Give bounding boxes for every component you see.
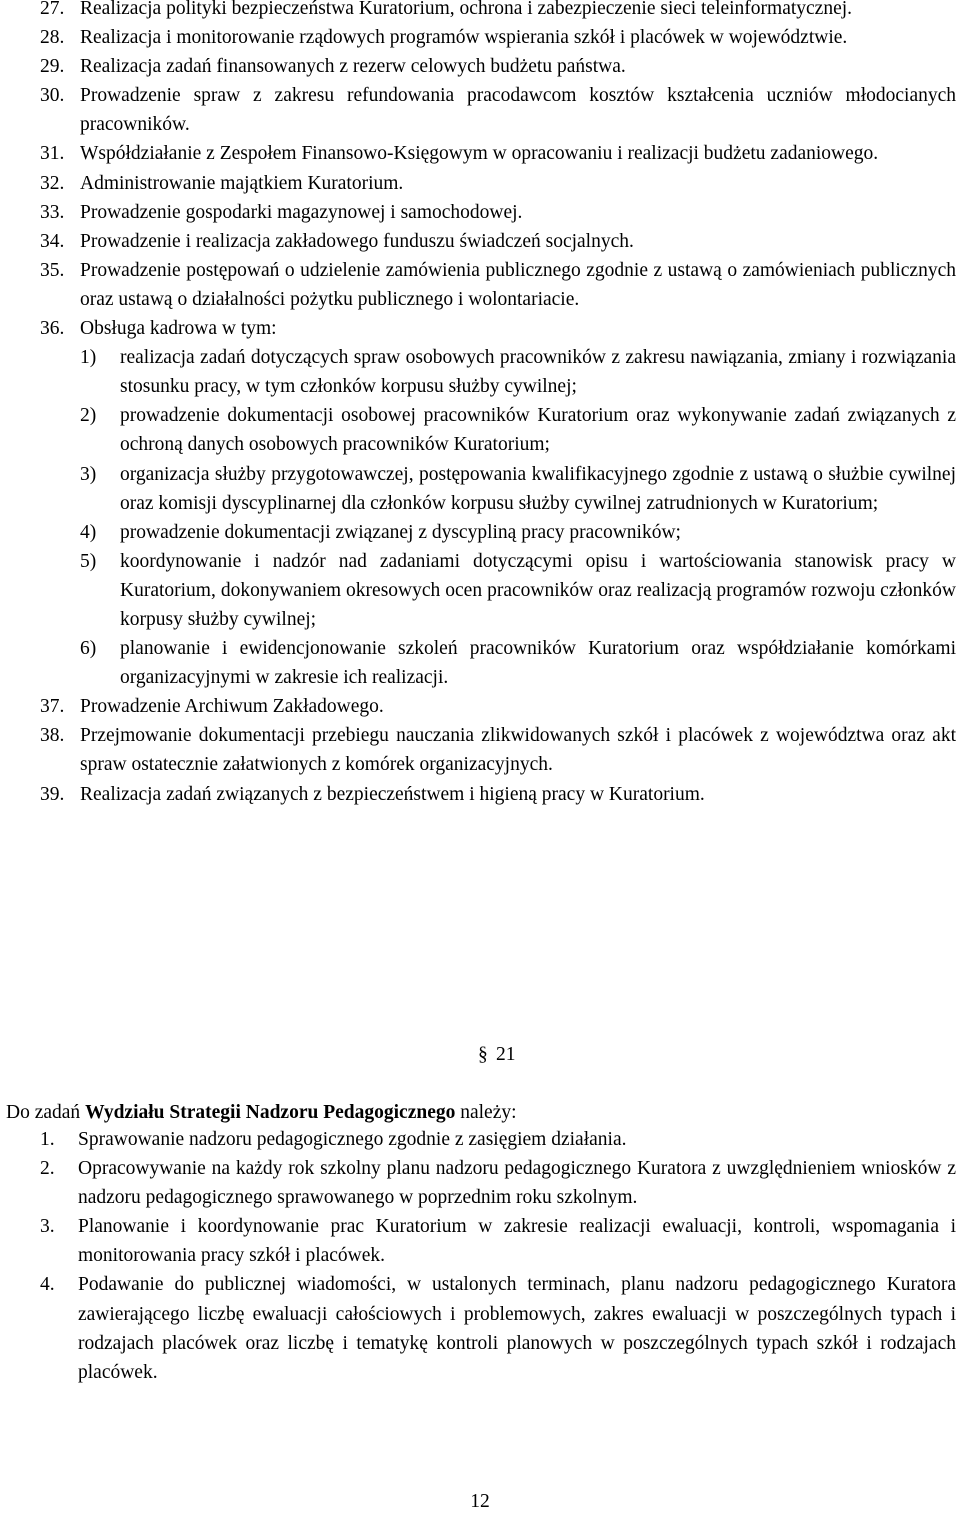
item-text: Administrowanie majątkiem Kuratorium. [80, 172, 404, 194]
task-list-part1 [40, 0, 956, 809]
section-intro [6, 1098, 956, 1127]
list-item [40, 81, 956, 139]
sub-item-text: planowanie i ewidencjonowanie szkoleń pracowników Kuratorium oraz współdziałanie komórkami organizacyjnymi w zakresie ich realizacji. [120, 638, 956, 689]
item-text: Obsługa kadrowa w tym: [80, 318, 277, 340]
list-item [40, 1212, 956, 1270]
item-text: Przejmowanie dokumentacji przebiegu nauczania zlikwidowanych szkół i placówek z województwa oraz akt spraw ostatecznie załatwionych z komórek organizacyjnych. [80, 725, 956, 776]
sub-item-text: prowadzenie dokumentacji związanej z dyscypliną pracy pracowników; [120, 521, 681, 543]
page-number: 12 [470, 1491, 490, 1512]
item-number: 28. [40, 27, 65, 49]
task-list-part2 [40, 1125, 956, 1387]
item-number: 33. [40, 201, 65, 223]
item-text: Realizacja i monitorowanie rządowych programów wspierania szkół i placówek w województwie. [80, 27, 848, 49]
sub-list-item [80, 634, 956, 692]
sub-list-item [80, 460, 956, 518]
item-text: Prowadzenie spraw z zakresu refundowania pracodawcom kosztów kształcenia uczniów młodocianych pracowników. [80, 85, 956, 136]
list-item [40, 314, 956, 343]
list-item [40, 692, 956, 721]
list-item [40, 256, 956, 314]
list-item [40, 52, 956, 81]
item-text: Prowadzenie i realizacja zakładowego funduszu świadczeń socjalnych. [80, 230, 634, 252]
item-number: 2. [40, 1158, 55, 1180]
item-text: Realizacja zadań związanych z bezpieczeństwem i higieną pracy w Kuratorium. [80, 783, 705, 805]
item-text: Opracowywanie na każdy rok szkolny planu nadzoru pedagogicznego Kuratora z uwzględnieniem wniosków z nadzoru pedagogicznego sprawowanego w poprzednim roku szkolnym. [78, 1158, 956, 1209]
item-text: Prowadzenie postępowań o udzielenie zamówienia publicznego zgodnie z ustawą o zamówieniach publicznych oraz ustawą o działalności pożytku publicznego i wolontariacie. [80, 259, 956, 310]
sub-item-number: 5) [80, 550, 97, 572]
list-item [40, 198, 956, 227]
list-item [40, 23, 956, 52]
sub-item-text: koordynowanie i nadzór nad zadaniami dotyczącymi opisu i wartościowania stanowisk pracy w Kuratorium, dokonywaniem okresowych ocen pracowników oraz realizacją programów rozwoju członków korpusy służby cywilnej; [120, 550, 956, 630]
item-text: Prowadzenie gospodarki magazynowej i samochodowej. [80, 201, 523, 223]
item-number: 29. [40, 56, 65, 78]
item-number: 31. [40, 143, 65, 165]
item-number: 35. [40, 259, 65, 281]
list-item [40, 721, 956, 779]
sub-list-item [80, 547, 956, 634]
item-number: 3. [40, 1216, 55, 1238]
list-item [40, 0, 956, 23]
section-heading [478, 1040, 538, 1069]
section-symbol: § [478, 1044, 488, 1065]
sub-item-text: organizacja służby przygotowawczej, postępowania kwalifikacyjnego zgodnie z ustawą o służbie cywilnej oraz komisji dyscyplinarnej dla członków korpusu służby cywilnej zatrudnionych w Kuratorium; [120, 463, 956, 514]
item-number: 1. [40, 1129, 55, 1150]
sub-item-number: 4) [80, 521, 97, 543]
list-item [40, 227, 956, 256]
item-number: 39. [40, 783, 65, 805]
item-text: Sprawowanie nadzoru pedagogicznego zgodnie z zasięgiem działania. [78, 1129, 627, 1150]
sub-item-number: 3) [80, 463, 97, 485]
list-item [40, 169, 956, 198]
item-text: Prowadzenie Archiwum Zakładowego. [80, 696, 384, 718]
intro-before: Do zadań [6, 1102, 86, 1123]
item-text: Podawanie do publicznej wiadomości, w ustalonych terminach, planu nadzoru pedagogicznego Kuratora zawierającego liczbę ewaluacji całościowych i problemowych, zakres ewaluacji w poszczególnych typach i rodzajach placówek oraz liczbę i tematykę kontroli planowych w poszczególnych typach szkół i rodzajach placówek. [78, 1274, 956, 1383]
item-text: Realizacja zadań finansowanych z rezerw celowych budżetu państwa. [80, 56, 626, 78]
list-item [40, 1125, 956, 1154]
sub-item-number: 6) [80, 638, 97, 660]
sub-item-number: 2) [80, 405, 97, 427]
item-text: Planowanie i koordynowanie prac Kuratorium w zakresie realizacji ewaluacji, kontroli, wspomagania i monitorowania pracy szkół i placówek. [78, 1216, 956, 1267]
item-number: 36. [40, 318, 65, 340]
list-item [40, 139, 956, 168]
list-item [40, 780, 956, 809]
item-text: Współdziałanie z Zespołem Finansowo-Księgowym w opracowaniu i realizacji budżetu zadaniowego. [80, 143, 879, 165]
item-number: 34. [40, 230, 65, 252]
item-number: 32. [40, 172, 65, 194]
item-number: 27. [40, 0, 65, 19]
sub-list-item [80, 518, 956, 547]
intro-after: należy: [455, 1102, 517, 1123]
section-number: 21 [496, 1044, 516, 1065]
sub-item-number: 1) [80, 347, 97, 369]
list-item [40, 1154, 956, 1212]
item-number: 37. [40, 696, 65, 718]
item-number: 38. [40, 725, 65, 747]
item-number: 30. [40, 85, 65, 107]
department-name: Wydziału Strategii Nadzoru Pedagogicznego [85, 1102, 456, 1123]
item-number: 4. [40, 1274, 55, 1296]
list-item [40, 1270, 956, 1386]
sub-list-item [80, 401, 956, 459]
item-text: Realizacja polityki bezpieczeństwa Kuratorium, ochrona i zabezpieczenie sieci teleinformatycznej. [80, 0, 853, 19]
sub-item-text: realizacja zadań dotyczących spraw osobowych pracowników z zakresu nawiązania, zmiany i rozwiązania stosunku pracy, w tym członków korpusu służby cywilnej; [120, 347, 956, 398]
sub-list-item [80, 343, 956, 401]
sub-item-text: prowadzenie dokumentacji osobowej pracowników Kuratorium oraz wykonywanie zadań związanych z ochroną danych osobowych pracowników Kuratorium; [120, 405, 956, 456]
